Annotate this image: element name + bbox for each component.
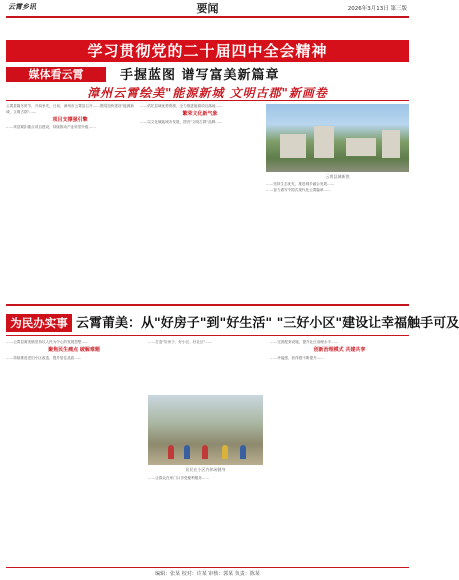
- article1-column-2: [140, 104, 260, 302]
- article1-subheadline: 漳州云霄绘美"能源新城 文明古郡"新画卷: [87, 86, 328, 100]
- article2-col3-text: ……完善配套设施，提升社区治理水平……: [270, 340, 339, 344]
- column-tag-service: 为民办实事: [6, 314, 72, 332]
- article1-photo-caption: 云霄县城新貌: [325, 174, 350, 179]
- article1-col2b-text: ……以文化赋能城市发展，擦亮"文明古郡"品牌……: [140, 119, 223, 124]
- article1-col3b-text: ……奋力谱写中国式现代化云霄篇章……: [266, 187, 331, 192]
- article1-section-label-1: 项目支撑强引擎: [52, 116, 88, 123]
- article2-photo: [148, 395, 263, 465]
- article1-col3-text: ……坚持生态优先，推进城乡融合发展……: [266, 182, 335, 186]
- article1-section-label-2: 繁荣文化新气象: [182, 110, 218, 117]
- top-banner: 学习贯彻党的二十届四中全会精神: [6, 40, 409, 62]
- article2-photo-caption: 居民在小区内休闲健身: [185, 467, 226, 472]
- article2-column-2: [148, 340, 263, 392]
- article2-col1-text: ……云霄县莆美镇坚持以人民为中心的发展思想……: [6, 340, 89, 344]
- article1-headline: 手握蓝图 谱写富美新篇章: [120, 68, 280, 83]
- article2-headline: 云霄莆美：从"好房子"到"好生活" "三好小区"建设让幸福触手可及: [76, 316, 459, 331]
- article2-col1b-text: ……持续推进老旧小区改造，提升居住品质……: [6, 355, 82, 360]
- article1-col2-text: ……依托县域优势资源，全力推进能源项目落地……: [140, 104, 223, 108]
- section-divider: [6, 304, 409, 306]
- article2-section-label-1: 聚焦民生痛点 破解难题: [48, 346, 100, 353]
- date-line: 2026年3月13日 第三版: [347, 6, 407, 12]
- paper-name: 云霄乡讯: [8, 2, 36, 11]
- column-tag-media: 媒体看云霄: [6, 67, 106, 82]
- footer-credits: 编辑：张某 校对：许某 审核：郭某 负责：陈某: [6, 567, 409, 577]
- article2-column-1: [6, 340, 142, 562]
- article2-section-label-2: 创新治理模式 共建共享: [313, 346, 366, 353]
- masthead: [6, 0, 409, 18]
- article1-photo: [266, 104, 409, 172]
- article2-column-2b: [148, 476, 263, 562]
- article1-col1-text: 云霄县隆冬时节，开局争先，日前，漳州市云霄县召开……围绕加快建设"能源新城、文明古郡"……: [6, 104, 134, 114]
- article2-column-3: [270, 340, 409, 562]
- article2-col2-text: ……打造"好房子、好小区、好社区"……: [148, 340, 213, 344]
- article1-column-3: [266, 182, 409, 302]
- rule: [6, 100, 409, 101]
- article1-col1b-text: ……该县紧扣重点项目建设，持续推动产业转型升级……: [6, 125, 96, 130]
- article1-column-1: [6, 104, 134, 302]
- section-title: 要闻: [196, 2, 219, 15]
- article2-col3b-text: ……幸福感、获得感不断提升……: [270, 355, 324, 360]
- rule: [6, 335, 409, 336]
- article2-col2b-text: ……让群众在家门口享受便利服务……: [148, 476, 210, 480]
